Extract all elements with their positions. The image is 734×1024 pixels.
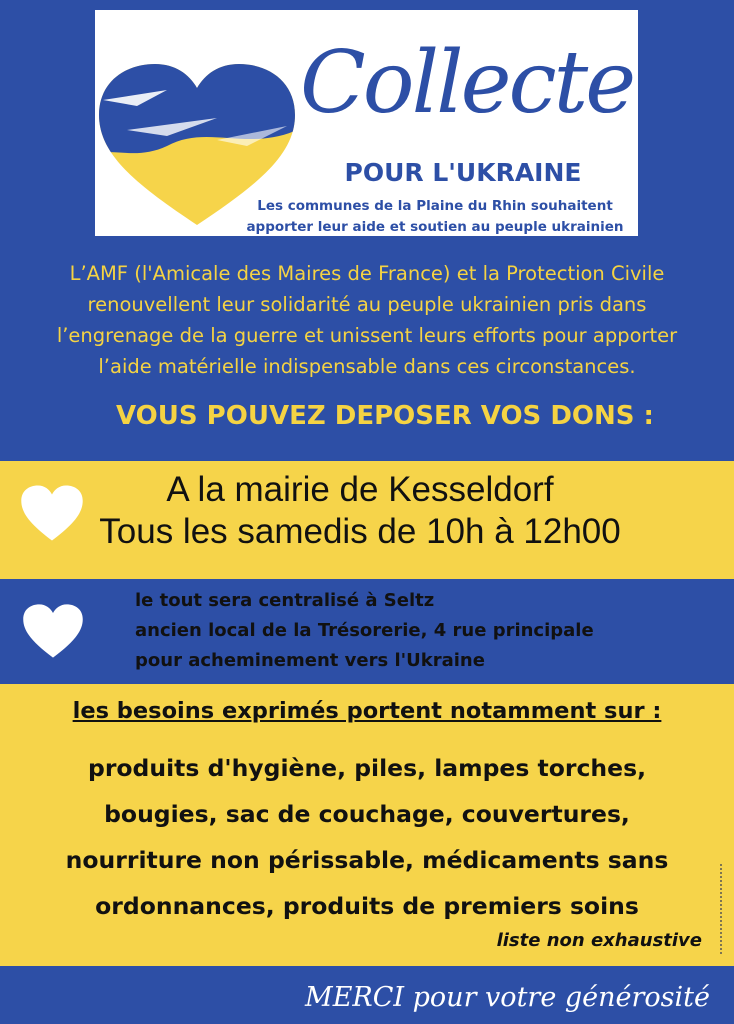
intro-line: l’engrenage de la guerre et unissent leurs efforts pour apporter	[56, 324, 678, 347]
list-note: liste non exhaustive	[496, 930, 702, 951]
ukraine-subtitle: POUR L'UKRAINE	[344, 158, 582, 187]
header-description-line: apporter leur aide et soutien au peuple ukrainien	[246, 219, 624, 235]
vertical-fine-print	[706, 860, 734, 960]
heart-icon	[22, 600, 84, 662]
intro-line: renouvellent leur solidarité au peuple ukrainien pris dans	[87, 293, 647, 316]
centralisation-line: pour acheminement vers l'Ukraine	[135, 650, 485, 671]
centralisation-line: ancien local de la Trésorerie, 4 rue principale	[135, 620, 594, 641]
thanks-text: MERCI pour votre générosité	[305, 982, 710, 1013]
needs-list	[0, 745, 734, 929]
centralisation-line: le tout sera centralisé à Seltz	[135, 590, 435, 611]
location-text	[20, 469, 700, 553]
needs-line: nourriture non périssable, médicaments sans	[65, 846, 669, 874]
needs-line: ordonnances, produits de premiers soins	[95, 892, 639, 920]
header-card	[95, 10, 638, 236]
schedule-line: Tous les samedis de 10h à 12h00	[99, 512, 621, 551]
location-line: A la mairie de Kesseldorf	[166, 470, 554, 509]
header-description-line: Les communes de la Plaine du Rhin souhaitent	[257, 198, 613, 214]
centralisation-text	[135, 586, 725, 676]
collecte-title: Collecte	[300, 33, 634, 133]
intro-line: L’AMF (l'Amicale des Maires de France) et la Protection Civile	[69, 262, 665, 285]
donation-heading: VOUS POUVEZ DEPOSER VOS DONS :	[116, 401, 654, 431]
needs-line: produits d'hygiène, piles, lampes torches,	[88, 754, 646, 782]
needs-line: bougies, sac de couchage, couvertures,	[104, 800, 630, 828]
needs-title: les besoins exprimés portent notamment sur :	[72, 698, 662, 724]
intro-line: l’aide matérielle indispensable dans ces circonstances.	[98, 355, 636, 378]
intro-paragraph	[18, 258, 716, 382]
header-description	[235, 196, 635, 238]
